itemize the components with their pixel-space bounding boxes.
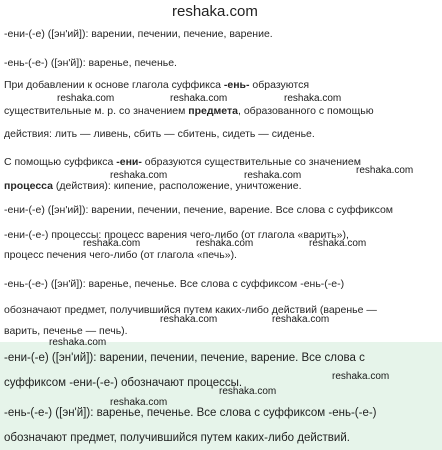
watermark: reshaka.com (356, 165, 414, 176)
summary-line-1: -ени-(-е) ([эн'ий]): варении, печении, печение, варение. Все слова с (4, 352, 365, 364)
rule2-paragraph-line-2: процесса (действия): кипение, расположение, уничтожение. (4, 180, 302, 192)
example-line-eni: -ени-(-е) ([эн'ий]): варении, печении, печение, варение. (4, 28, 273, 40)
answer2-line-2: обозначают предмет, получившийся путем каких-либо действий (варенье — (4, 304, 377, 316)
watermark: reshaka.com (57, 93, 115, 104)
watermark-top: reshaka.com (172, 3, 258, 20)
rule-paragraph-line-2: существительные м. р. со значением предмета, образованного с помощью (4, 105, 374, 117)
watermark: reshaka.com (49, 337, 107, 348)
answer2-line-3: варить, печенье — печь). (4, 325, 128, 337)
watermark: reshaka.com (309, 238, 367, 249)
rule-paragraph-line-1: При добавлении к основе глагола суффикса -ень- образуются (4, 79, 310, 91)
answer1-line-3: процесс печения чего-либо (от глагола «печь»). (4, 249, 237, 261)
answer1-line-1: -ени-(-е) ([эн'ий]): варении, печении, печение, варение. Все слова с суффиксом (4, 204, 394, 216)
watermark: reshaka.com (83, 238, 141, 249)
example-line-en: -ень-(-е-) ([эн'й]): варенье, печенье. (4, 57, 177, 69)
watermark: reshaka.com (272, 314, 330, 325)
rule-paragraph-line-3: действия: лить — ливень, сбить — сбитень, сидеть — сиденье. (4, 128, 315, 140)
watermark: reshaka.com (196, 238, 254, 249)
summary-line-4: обозначают предмет, получившийся путем каких-либо действий. (4, 432, 350, 444)
watermark: reshaka.com (170, 93, 228, 104)
rule2-paragraph-line-1: С помощью суффикса -ени- образуются существительные со значением (4, 156, 361, 168)
answer2-line-1: -ень-(-е-) ([эн'й]): варенье, печенье. Все слова с суффиксом -ень-(-е-) (4, 278, 345, 290)
watermark: reshaka.com (110, 397, 168, 408)
summary-line-3: -ень-(-е-) ([эн'й]): варенье, печенье. Все слова с суффиксом -ень-(-е-) (4, 407, 377, 419)
watermark: reshaka.com (284, 93, 342, 104)
watermark: reshaka.com (244, 170, 302, 181)
answer1-line-2: -ени-(-е-) процессы: процесс варения чего-либо (от глагола «варить»), (4, 229, 349, 241)
watermark: reshaka.com (332, 371, 390, 382)
watermark: reshaka.com (219, 386, 277, 397)
summary-line-2: суффиксом -ени-(-е-) обозначают процессы. (4, 377, 243, 389)
watermark: reshaka.com (160, 314, 218, 325)
watermark: reshaka.com (110, 170, 168, 181)
